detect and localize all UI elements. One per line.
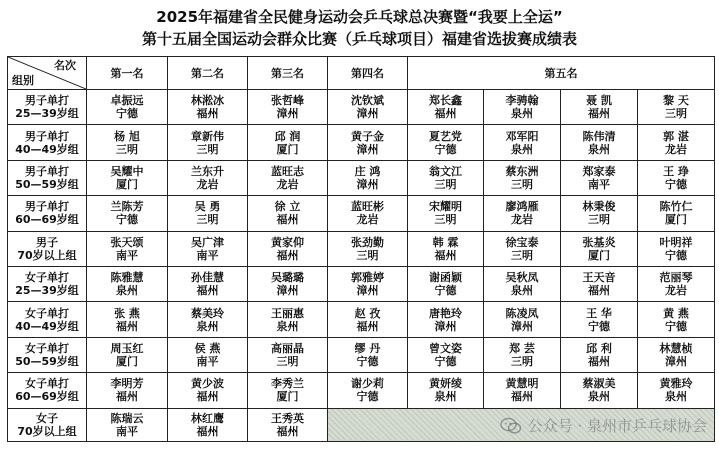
player-name: 吴璐璐 bbox=[271, 271, 304, 285]
player-name: 孙佳慧 bbox=[191, 271, 224, 285]
player-city: 泉州 bbox=[196, 319, 219, 333]
group-age-label: 40—49岁组 bbox=[15, 319, 79, 333]
result-cell bbox=[87, 302, 168, 337]
group-cell bbox=[8, 302, 87, 337]
result-cell bbox=[168, 196, 248, 231]
player-city: 三明 bbox=[511, 177, 533, 191]
result-cell bbox=[408, 196, 484, 231]
table-row bbox=[8, 90, 715, 125]
player-name: 徐 立 bbox=[274, 200, 301, 214]
result-cell bbox=[561, 266, 638, 301]
player-city: 福州 bbox=[511, 390, 533, 404]
result-cell bbox=[328, 337, 408, 372]
player-city: 龙岩 bbox=[196, 177, 219, 191]
player-name: 杨 旭 bbox=[114, 129, 140, 143]
player-name: 林慧桢 bbox=[659, 341, 693, 355]
result-cell bbox=[408, 125, 484, 160]
player-city: 泉州 bbox=[511, 284, 533, 298]
header-fourth: 第四名 bbox=[328, 57, 408, 90]
group-cell bbox=[8, 337, 87, 372]
player-name: 卓振远 bbox=[110, 94, 144, 108]
result-cell bbox=[484, 160, 561, 195]
player-city: 三明 bbox=[511, 248, 533, 262]
group-cell bbox=[8, 160, 87, 195]
player-city: 龙岩 bbox=[665, 284, 687, 298]
result-cell bbox=[168, 337, 248, 372]
result-cell bbox=[408, 90, 484, 125]
group-cell bbox=[8, 266, 87, 301]
player-name: 章新伟 bbox=[191, 129, 224, 143]
player-name: 缪 丹 bbox=[354, 341, 381, 355]
result-cell bbox=[168, 160, 248, 195]
player-city: 宁德 bbox=[665, 319, 687, 333]
result-cell bbox=[87, 196, 168, 231]
result-cell bbox=[484, 90, 561, 125]
result-cell bbox=[168, 125, 248, 160]
player-city: 三明 bbox=[196, 142, 219, 156]
result-cell bbox=[484, 125, 561, 160]
player-city: 泉州 bbox=[511, 107, 533, 121]
player-name: 谢少莉 bbox=[351, 377, 384, 391]
player-name: 陈伟清 bbox=[582, 129, 616, 143]
player-city: 泉州 bbox=[434, 390, 457, 404]
player-name: 张天颂 bbox=[110, 235, 144, 249]
player-name: 廖鸿雁 bbox=[505, 200, 539, 214]
player-name: 郑 芸 bbox=[509, 341, 535, 355]
result-cell bbox=[328, 302, 408, 337]
corner-label-group: 组别 bbox=[12, 74, 34, 87]
group-event-label: 女子 bbox=[36, 411, 58, 425]
player-name: 唐艳玲 bbox=[429, 306, 462, 320]
result-cell bbox=[328, 125, 408, 160]
result-cell bbox=[248, 337, 328, 372]
player-name: 郭雅婷 bbox=[351, 271, 384, 285]
result-cell bbox=[638, 266, 715, 301]
result-cell bbox=[87, 160, 168, 195]
result-cell bbox=[168, 231, 248, 266]
player-name: 韩 霖 bbox=[432, 235, 459, 249]
player-name: 吴耀中 bbox=[110, 164, 144, 178]
group-cell bbox=[8, 90, 87, 125]
player-city: 南平 bbox=[588, 177, 610, 191]
player-name: 张基炎 bbox=[582, 235, 616, 249]
player-city: 漳州 bbox=[356, 177, 379, 191]
player-city: 泉州 bbox=[588, 142, 610, 156]
player-name: 陈竹仁 bbox=[659, 200, 693, 214]
result-cell bbox=[248, 125, 328, 160]
player-city: 福州 bbox=[196, 107, 219, 121]
player-city: 宁德 bbox=[434, 142, 457, 156]
player-city: 三明 bbox=[588, 213, 610, 227]
player-name: 李骋翰 bbox=[505, 94, 539, 108]
player-city: 泉州 bbox=[511, 142, 533, 156]
header-fifth: 第五名 bbox=[408, 57, 715, 90]
player-name: 张 燕 bbox=[114, 306, 140, 320]
player-city: 泉州 bbox=[116, 284, 138, 298]
group-age-label: 70岁以上组 bbox=[17, 248, 77, 262]
player-name: 黄少波 bbox=[191, 377, 224, 391]
result-cell bbox=[561, 90, 638, 125]
player-city: 漳州 bbox=[356, 284, 379, 298]
result-cell bbox=[248, 90, 328, 125]
group-event-label: 女子单打 bbox=[25, 341, 69, 355]
player-name: 谢函颖 bbox=[429, 271, 462, 285]
result-cell bbox=[328, 90, 408, 125]
player-name: 郭 湛 bbox=[663, 129, 689, 143]
result-cell bbox=[248, 373, 328, 408]
result-cell bbox=[168, 373, 248, 408]
group-cell bbox=[8, 125, 87, 160]
header-first: 第一名 bbox=[87, 57, 168, 90]
result-cell bbox=[408, 266, 484, 301]
result-cell bbox=[168, 408, 248, 441]
result-cell bbox=[638, 125, 715, 160]
player-city: 龙岩 bbox=[665, 142, 687, 156]
player-city: 福州 bbox=[196, 284, 219, 298]
player-city: 福州 bbox=[434, 248, 457, 262]
player-name: 蔡淑美 bbox=[582, 377, 616, 391]
result-cell bbox=[328, 160, 408, 195]
player-name: 黄子金 bbox=[351, 129, 384, 143]
player-city: 漳州 bbox=[356, 142, 379, 156]
player-city: 宁德 bbox=[434, 354, 457, 368]
result-cell bbox=[87, 90, 168, 125]
group-event-label: 女子单打 bbox=[25, 377, 69, 391]
player-name: 高丽晶 bbox=[271, 341, 304, 355]
result-cell bbox=[248, 266, 328, 301]
player-name: 郑长鑫 bbox=[429, 94, 462, 108]
player-city: 漳州 bbox=[276, 107, 299, 121]
result-cell bbox=[87, 125, 168, 160]
player-city: 三明 bbox=[356, 248, 379, 262]
table-row bbox=[8, 337, 715, 372]
player-name: 张哲峰 bbox=[271, 94, 304, 108]
header-third: 第三名 bbox=[248, 57, 328, 90]
group-age-label: 60—69岁组 bbox=[15, 390, 79, 404]
result-cell bbox=[408, 337, 484, 372]
player-city: 宁德 bbox=[116, 213, 138, 227]
player-city: 福州 bbox=[588, 107, 610, 121]
group-cell bbox=[8, 196, 87, 231]
player-name: 林秉俊 bbox=[582, 200, 616, 214]
player-name: 李秀兰 bbox=[271, 377, 304, 391]
player-city: 宁德 bbox=[356, 354, 379, 368]
player-name: 曾文姿 bbox=[429, 341, 462, 355]
player-name: 黎 天 bbox=[663, 94, 689, 108]
result-cell bbox=[638, 196, 715, 231]
player-name: 陈瑞云 bbox=[110, 411, 144, 425]
player-city: 宁德 bbox=[665, 177, 687, 191]
player-name: 兰陈芳 bbox=[110, 200, 144, 214]
player-name: 黄慧明 bbox=[505, 377, 539, 391]
result-cell bbox=[408, 231, 484, 266]
player-city: 福州 bbox=[434, 107, 457, 121]
player-city: 福州 bbox=[276, 213, 299, 227]
player-city: 厦门 bbox=[276, 142, 299, 156]
table-row bbox=[8, 231, 715, 266]
player-city: 福州 bbox=[276, 248, 299, 262]
result-cell bbox=[638, 302, 715, 337]
group-event-label: 男子单打 bbox=[25, 164, 69, 178]
player-name: 翁文江 bbox=[429, 164, 462, 178]
player-city: 福州 bbox=[588, 354, 610, 368]
player-name: 叶明祥 bbox=[659, 235, 693, 249]
result-cell bbox=[168, 302, 248, 337]
table-row bbox=[8, 160, 715, 195]
results-table bbox=[7, 56, 715, 442]
watermark bbox=[500, 415, 707, 436]
player-name: 邓军阳 bbox=[505, 129, 539, 143]
result-cell bbox=[484, 373, 561, 408]
player-name: 李明芳 bbox=[110, 377, 144, 391]
group-cell bbox=[8, 231, 87, 266]
group-age-label: 60—69岁组 bbox=[15, 213, 79, 227]
result-cell bbox=[561, 160, 638, 195]
player-name: 郑家泰 bbox=[582, 164, 616, 178]
result-cell bbox=[561, 125, 638, 160]
player-name: 蓝旺彬 bbox=[351, 200, 384, 214]
player-city: 厦门 bbox=[276, 390, 299, 404]
player-city: 厦门 bbox=[116, 177, 138, 191]
player-city: 宁德 bbox=[116, 107, 138, 121]
group-event-label: 男子单打 bbox=[25, 200, 69, 214]
result-cell bbox=[408, 302, 484, 337]
player-name: 黄妍绫 bbox=[429, 377, 462, 391]
player-city: 三明 bbox=[511, 354, 533, 368]
header-second: 第二名 bbox=[168, 57, 248, 90]
player-city: 南平 bbox=[196, 248, 219, 262]
group-event-label: 男子单打 bbox=[25, 94, 69, 108]
player-city: 宁德 bbox=[356, 390, 379, 404]
player-name: 王 华 bbox=[586, 306, 612, 320]
result-cell bbox=[248, 196, 328, 231]
result-cell bbox=[561, 337, 638, 372]
player-city: 南平 bbox=[116, 424, 138, 438]
player-name: 范丽琴 bbox=[659, 271, 693, 285]
result-cell bbox=[168, 90, 248, 125]
group-event-label: 男子单打 bbox=[25, 129, 69, 143]
player-city: 福州 bbox=[196, 424, 219, 438]
result-cell bbox=[87, 337, 168, 372]
player-city: 三明 bbox=[434, 177, 457, 191]
result-cell bbox=[248, 231, 328, 266]
player-name: 赵 孜 bbox=[354, 306, 381, 320]
result-cell bbox=[484, 231, 561, 266]
player-name: 沈钦斌 bbox=[351, 94, 384, 108]
result-cell bbox=[638, 160, 715, 195]
player-city: 福州 bbox=[196, 390, 219, 404]
results-body bbox=[8, 90, 715, 442]
player-name: 邱 利 bbox=[586, 341, 612, 355]
result-cell bbox=[638, 373, 715, 408]
player-city: 宁德 bbox=[588, 319, 610, 333]
corner-header bbox=[8, 57, 87, 90]
player-name: 王丽惠 bbox=[271, 306, 304, 320]
player-name: 吴秋凤 bbox=[505, 271, 539, 285]
result-cell bbox=[638, 337, 715, 372]
result-cell bbox=[87, 266, 168, 301]
player-city: 漳州 bbox=[511, 319, 533, 333]
player-name: 林红鹰 bbox=[191, 411, 224, 425]
player-name: 王秀英 bbox=[271, 411, 304, 425]
player-city: 龙岩 bbox=[511, 213, 533, 227]
player-name: 王 琤 bbox=[663, 164, 689, 178]
player-name: 兰东升 bbox=[191, 164, 224, 178]
result-cell bbox=[484, 302, 561, 337]
player-name: 林淞冰 bbox=[191, 94, 224, 108]
result-cell bbox=[484, 196, 561, 231]
player-city: 福州 bbox=[116, 319, 138, 333]
player-name: 张劲勤 bbox=[351, 235, 384, 249]
group-event-label: 女子单打 bbox=[25, 306, 69, 320]
player-city: 漳州 bbox=[276, 284, 299, 298]
result-cell bbox=[248, 160, 328, 195]
player-name: 黄 燕 bbox=[663, 306, 689, 320]
player-name: 邱 润 bbox=[274, 129, 301, 143]
result-cell bbox=[561, 196, 638, 231]
player-city: 福州 bbox=[116, 390, 138, 404]
player-name: 陈凌凤 bbox=[505, 306, 539, 320]
player-name: 夏艺党 bbox=[429, 129, 462, 143]
player-city: 漳州 bbox=[356, 107, 379, 121]
player-city: 泉州 bbox=[588, 390, 610, 404]
table-row bbox=[8, 302, 715, 337]
player-name: 吴 勇 bbox=[194, 200, 221, 214]
result-cell bbox=[561, 373, 638, 408]
player-name: 王天音 bbox=[582, 271, 616, 285]
group-age-label: 70岁以上组 bbox=[17, 424, 77, 438]
player-name: 庄 鸿 bbox=[354, 164, 381, 178]
player-city: 三明 bbox=[434, 213, 457, 227]
player-name: 侯 燕 bbox=[194, 341, 221, 355]
group-age-label: 50—59岁组 bbox=[15, 354, 79, 368]
result-cell bbox=[328, 196, 408, 231]
title-line-2: 第十五届全国运动会群众比赛（乒乓球项目）福建省选拔赛成绩表 bbox=[141, 30, 577, 48]
table-row bbox=[8, 373, 715, 408]
result-cell bbox=[87, 408, 168, 441]
player-name: 黄雅玲 bbox=[659, 377, 693, 391]
result-cell bbox=[328, 231, 408, 266]
player-name: 陈雅慧 bbox=[110, 271, 144, 285]
group-age-label: 25—39岁组 bbox=[15, 284, 79, 298]
player-name: 蔡东洲 bbox=[505, 164, 539, 178]
result-cell bbox=[248, 302, 328, 337]
player-city: 漳州 bbox=[665, 354, 687, 368]
player-city: 龙岩 bbox=[356, 213, 379, 227]
result-cell bbox=[484, 337, 561, 372]
player-city: 泉州 bbox=[665, 390, 687, 404]
player-city: 宁德 bbox=[665, 248, 687, 262]
player-city: 龙岩 bbox=[276, 177, 299, 191]
result-cell bbox=[87, 231, 168, 266]
player-name: 徐宝泰 bbox=[505, 235, 539, 249]
player-city: 三明 bbox=[116, 142, 138, 156]
player-city: 三明 bbox=[276, 354, 299, 368]
group-age-label: 40—49岁组 bbox=[15, 142, 79, 156]
player-city: 福州 bbox=[356, 319, 379, 333]
player-city: 宁德 bbox=[434, 284, 457, 298]
result-cell bbox=[638, 90, 715, 125]
result-cell bbox=[561, 231, 638, 266]
result-cell bbox=[168, 266, 248, 301]
player-city: 南平 bbox=[116, 248, 138, 262]
player-city: 厦门 bbox=[665, 213, 687, 227]
table-row bbox=[8, 125, 715, 160]
group-age-label: 25—39岁组 bbox=[15, 107, 79, 121]
result-cell bbox=[328, 266, 408, 301]
player-city: 三明 bbox=[196, 213, 219, 227]
corner-label-rank: 名次 bbox=[54, 59, 76, 72]
player-city: 南平 bbox=[196, 354, 219, 368]
player-city: 福州 bbox=[276, 424, 299, 438]
player-name: 宋耀明 bbox=[429, 200, 462, 214]
player-city: 厦门 bbox=[116, 354, 138, 368]
result-cell bbox=[638, 231, 715, 266]
player-city: 福州 bbox=[588, 284, 610, 298]
group-cell bbox=[8, 408, 87, 441]
group-event-label: 女子单打 bbox=[25, 271, 69, 285]
wechat-icon bbox=[500, 417, 522, 435]
result-cell bbox=[328, 373, 408, 408]
result-cell bbox=[484, 266, 561, 301]
player-city: 三明 bbox=[665, 107, 687, 121]
player-name: 聂 凯 bbox=[586, 94, 612, 108]
title-line-1: 2025年福建省全民健身运动会乒乓球总决赛暨“我要上全运” bbox=[156, 8, 563, 26]
player-name: 黄家仰 bbox=[271, 235, 304, 249]
result-cell bbox=[408, 373, 484, 408]
result-cell bbox=[87, 373, 168, 408]
player-name: 周玉红 bbox=[110, 341, 144, 355]
player-city: 漳州 bbox=[434, 319, 457, 333]
watermark-text: 公众号 · 泉州市乒乓球协会 bbox=[527, 417, 707, 435]
group-age-label: 50—59岁组 bbox=[15, 177, 79, 191]
player-city: 泉州 bbox=[276, 319, 299, 333]
group-cell bbox=[8, 373, 87, 408]
player-name: 吴广津 bbox=[191, 235, 224, 249]
table-row bbox=[8, 266, 715, 301]
player-name: 蓝旺志 bbox=[271, 164, 304, 178]
player-name: 蔡美玲 bbox=[191, 306, 224, 320]
result-cell bbox=[561, 302, 638, 337]
player-city: 厦门 bbox=[588, 248, 610, 262]
result-cell bbox=[408, 160, 484, 195]
table-row bbox=[8, 196, 715, 231]
result-cell bbox=[248, 408, 328, 441]
group-event-label: 男子 bbox=[36, 235, 58, 249]
